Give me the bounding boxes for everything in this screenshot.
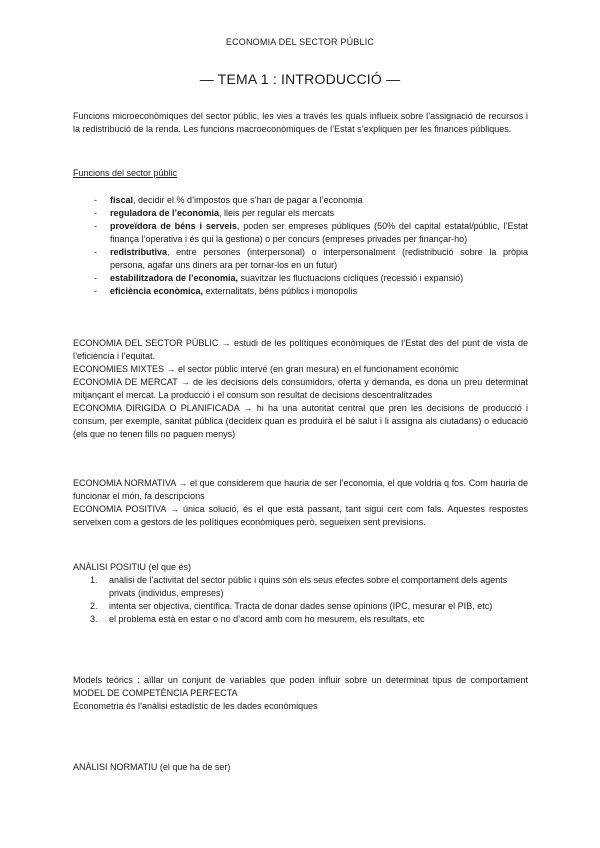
function-term: fiscal xyxy=(110,195,134,205)
intro-text: Funcions microeconòmiques del sector públic, les vies a través les quals influeix sobre l’assignació de recursos i la redistribució de la renda. Les funcions macroeconòmiques de l’Estat s’expliquen per les finances públiques. xyxy=(73,111,528,134)
function-text: , lleis per regular els mercats xyxy=(219,208,335,218)
list-item xyxy=(73,613,528,626)
function-text: suavitzar les fluctuacions cícliques (recessió i expansió) xyxy=(238,273,464,283)
definition-paragraph: ECONOMIES MIXTES → el sector públic intervé (en gran mesura) en el funcionament econòmic xyxy=(73,364,459,374)
functions-heading: Funcions del sector públic xyxy=(73,168,178,178)
intro-paragraph xyxy=(73,110,528,136)
definition-paragraph: ECONOMIA POSITIVA → única solució, és el que està passant, tant sigui cert com fals. Aquestes respostes serveixen com a gestors de les polítiques econòmiques però, segueixen sent previsions. xyxy=(73,504,528,527)
function-term: eficiència econòmica, xyxy=(110,286,204,296)
functions-list-block xyxy=(73,194,528,298)
normative-positive-block xyxy=(73,477,528,529)
item-text: el problema està en estar o no d’acord amb com ho mesurem, els resultats, etc xyxy=(109,614,425,624)
normative-analysis-block xyxy=(73,761,528,774)
item-number: 2. xyxy=(90,601,98,611)
list-item xyxy=(73,272,528,285)
list-item xyxy=(73,574,528,600)
models-paragraph: Models teòrics : aïllar un conjunt de variables que poden influir sobre un determinat tipus de comportament MODEL DE COMPETÈNCIA PERFECTA xyxy=(73,675,528,698)
function-text: , poden ser empreses públiques (50% del capital estatal/públic, l’Estat finança l’operativa i és qui la gestiona) o per concurs (empreses privades per finançar-ho) xyxy=(110,221,528,244)
item-text: anàlisi de l’activitat del sector públic i quins són els seus efectes sobre el comportament dels agents privats (individus, empreses) xyxy=(109,575,508,598)
definition-paragraph: ECONOMIA DE MERCAT → de les decisions dels consumidors, oferta y demanda, es dona un preu determinat mitjançant el mercat. La producció i el consum son resultat de decisions descentralitzades xyxy=(73,377,528,400)
positive-analysis-list xyxy=(73,574,528,626)
item-number: 1. xyxy=(90,575,98,585)
function-text: externalitats, béns públics i monopolis xyxy=(203,286,358,296)
definition-paragraph: ECONOMIA NORMATIVA → el que considerem que hauria de ser l’economia, el que voldria q fos. Com hauria de funcionar el món, fa descripcions xyxy=(73,478,528,501)
functions-heading-block xyxy=(73,167,528,180)
function-term: proveïdora de béns i serveis xyxy=(110,221,237,231)
function-term: redistributiva xyxy=(110,247,168,257)
econometrics-paragraph: Econometria és l’anàlisi estadístic de les dades econòmiques xyxy=(73,701,318,711)
normative-analysis-heading: ANÀLISI NORMATIU (el que ha de ser) xyxy=(73,762,231,772)
list-item xyxy=(73,194,528,207)
list-item xyxy=(73,600,528,613)
function-term: estabilitzadora de l’economia, xyxy=(110,273,239,283)
models-block xyxy=(73,674,528,713)
positive-analysis-heading: ANÀLISI POSITIU (el que és) xyxy=(73,562,192,572)
item-text: intenta ser objectiva, científica. Tracta de donar dades sense opinions (IPC, mesurar el PIB, etc) xyxy=(109,601,493,611)
function-term: reguladora de l’economia xyxy=(110,208,220,218)
positive-analysis-block xyxy=(73,561,528,626)
list-item xyxy=(73,246,528,272)
functions-list xyxy=(73,194,528,298)
definition-paragraph: ECONOMIA DEL SECTOR PÚBLIC → estudi de les polítiques econòmiques de l’Estat des del punt de vista de l’eficiència i l’equitat. xyxy=(73,338,528,361)
function-text: , entre persones (interpersonal) o interpersonalment (redistribució sobre la pròpia persona, agafar uns diners ara per tornar-los en un futur) xyxy=(110,247,528,270)
definitions-block xyxy=(73,337,528,441)
definition-paragraph: ECONOMIA DIRIGIDA O PLANIFICADA → hi ha una autoritat central que pren les decisions de producció i consum, per exemple, sanitat pública (decideix quan es produirà el bé salut i li assigna als ciutadans) o educació (els que no tenen fills no paguen menys) xyxy=(73,403,528,439)
list-item xyxy=(73,220,528,246)
item-number: 3. xyxy=(90,614,98,624)
list-item xyxy=(73,285,528,298)
document-header: ECONOMIA DEL SECTOR PÚBLIC xyxy=(225,37,375,47)
page-title: — TEMA 1 : INTRODUCCIÓ — xyxy=(199,71,401,87)
function-text: , decidir el % d’impostos que s’han de pagar a l’economia xyxy=(133,195,363,205)
list-item xyxy=(73,207,528,220)
